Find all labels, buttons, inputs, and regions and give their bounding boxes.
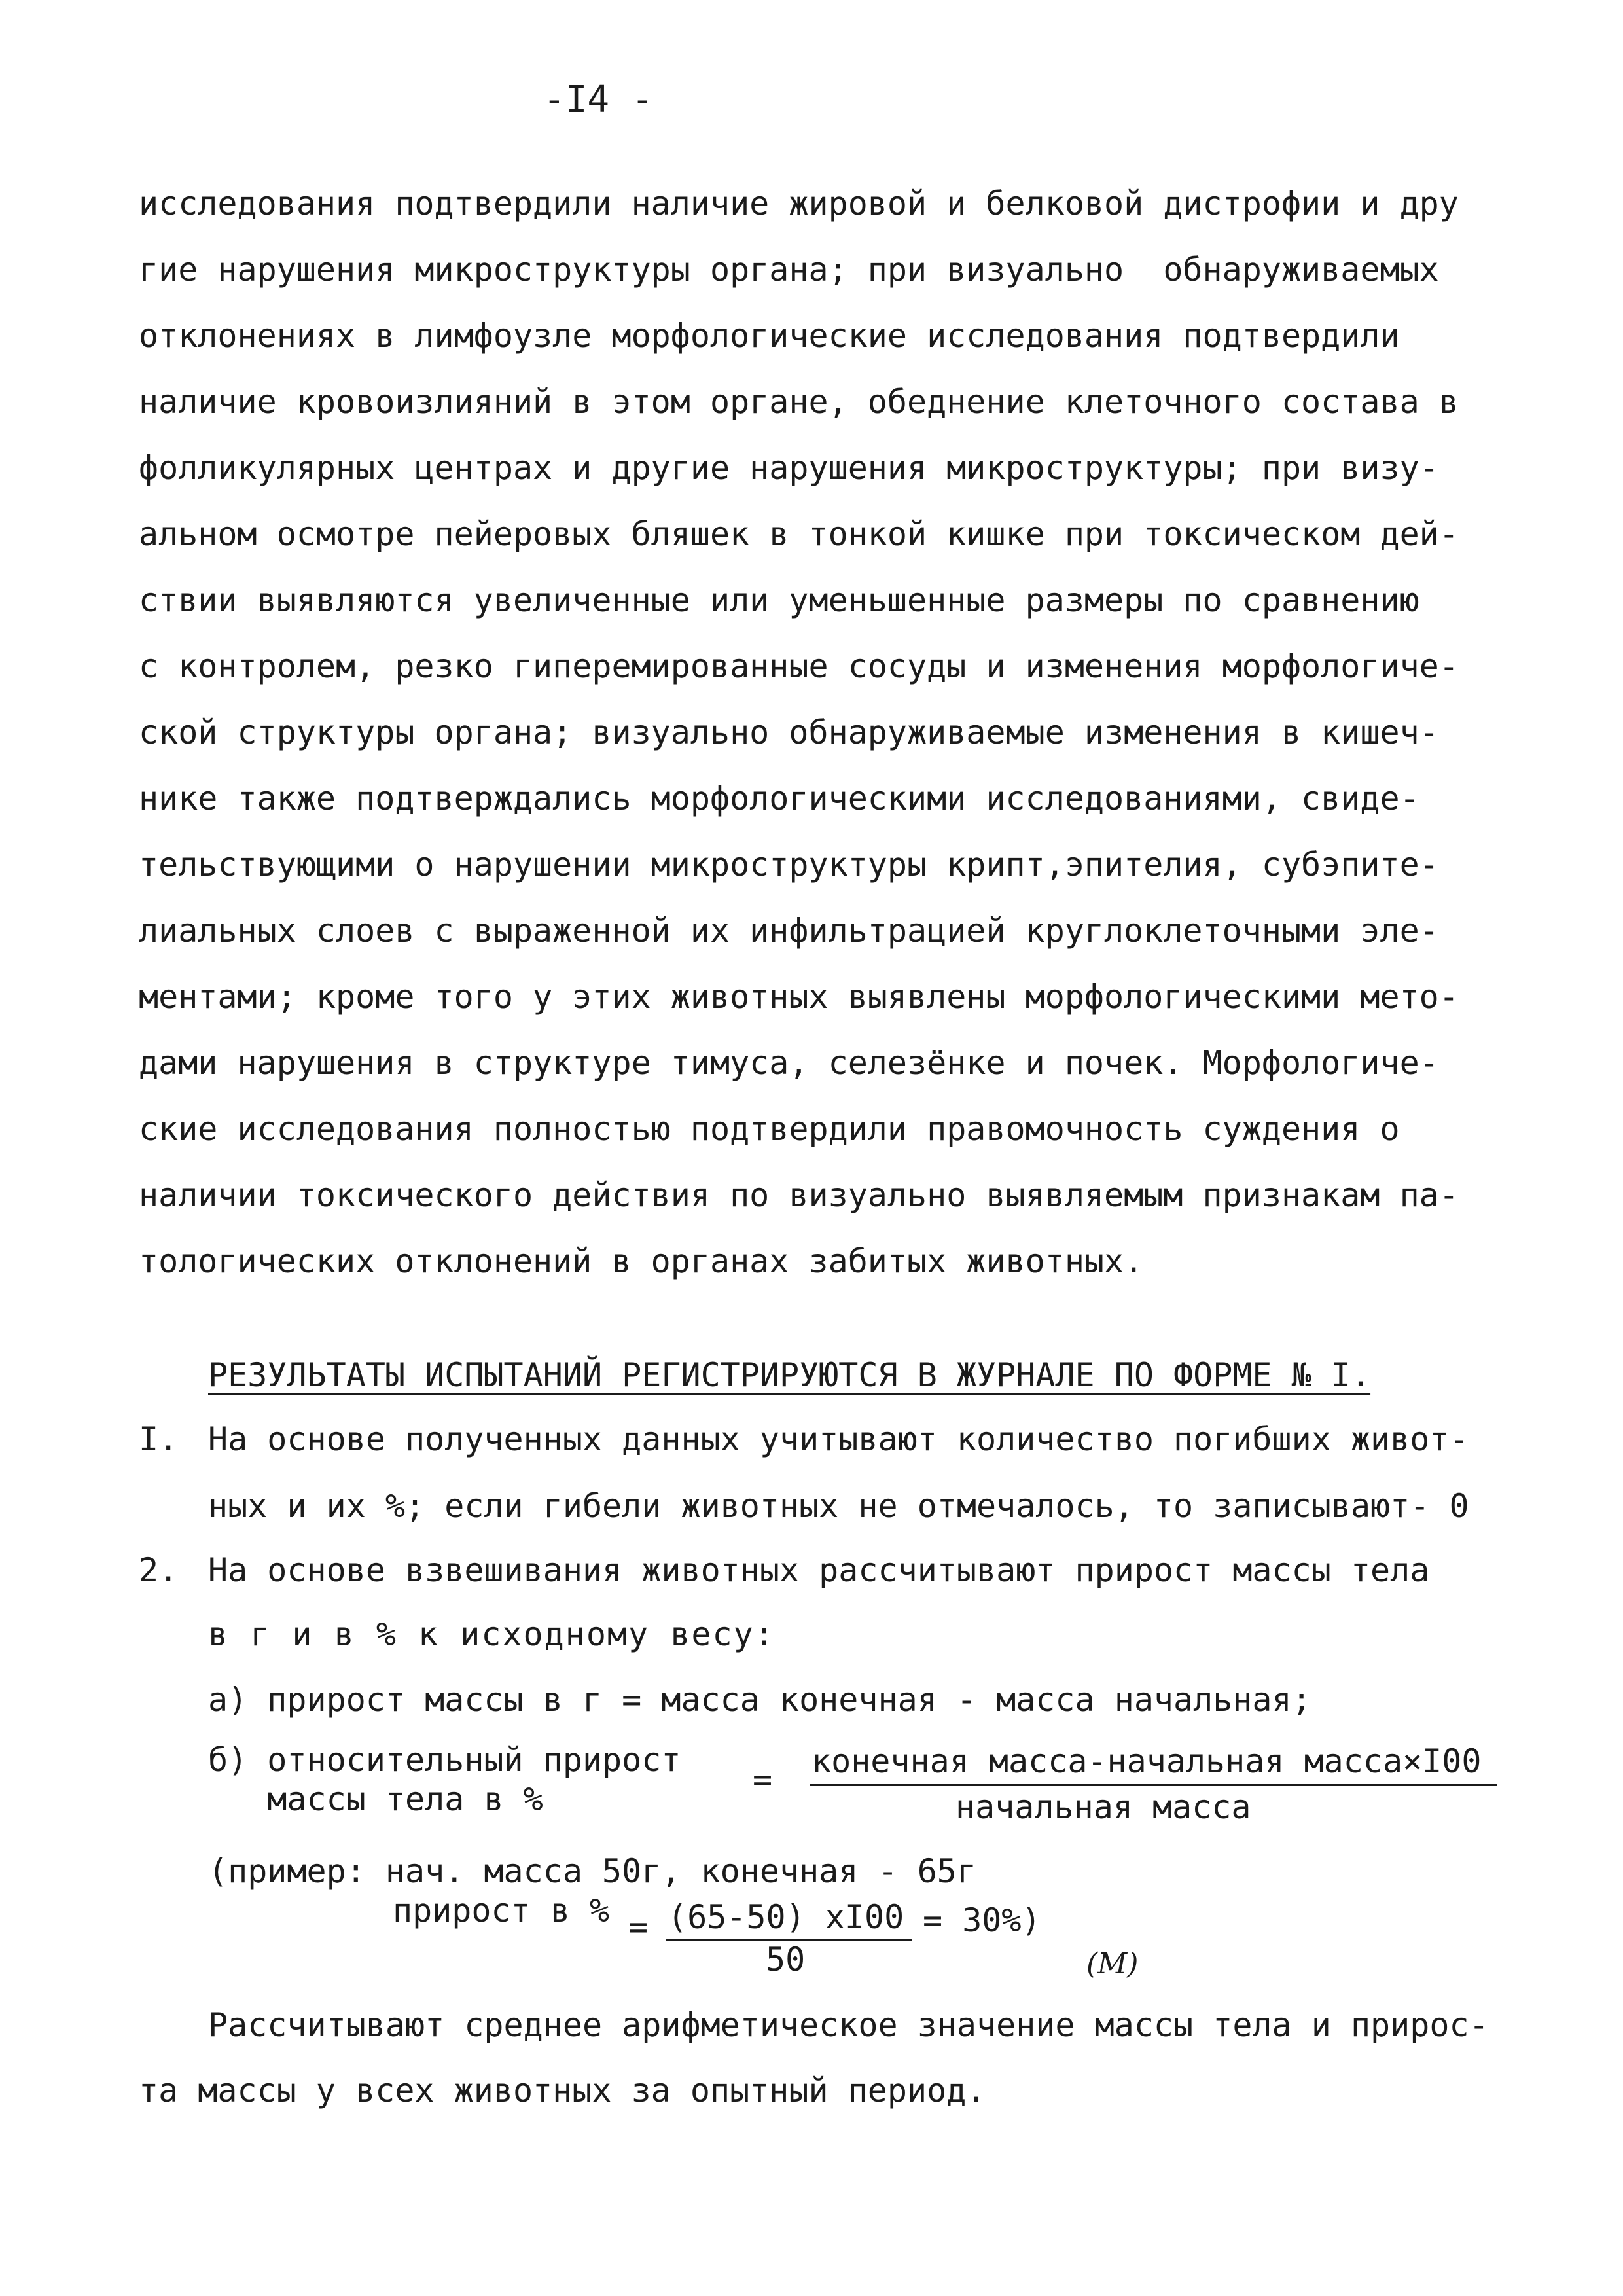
paragraph-line: исследования подтвердили наличие жировой и белковой дистрофии и дру — [139, 185, 1459, 223]
example-result: = 30%) — [923, 1901, 1041, 1939]
paragraph-line: ские исследования полностью подтвердили правомочность суждения о — [139, 1110, 1400, 1148]
formula-equals: = — [753, 1761, 773, 1799]
paragraph-line: гие нарушения микроструктуры органа; при визуально обнаруживаемых — [139, 251, 1439, 289]
paragraph-line: наличии токсического действия по визуально выявляемым признакам па- — [139, 1176, 1459, 1214]
closing-text: Рассчитывают среднее арифметическое значение массы тела и прирос- — [208, 2006, 1489, 2044]
paragraph-line: лиальных слоев с выраженной их инфильтрацией круглоклеточными эле- — [139, 912, 1439, 950]
item-number: I. — [139, 1420, 179, 1458]
section-heading: РЕЗУЛЬТАТЫ ИСПЫТАНИЙ РЕГИСТРИРУЮТСЯ В ЖУРНАЛЕ ПО ФОРМЕ № I. — [208, 1356, 1371, 1394]
formula-numerator: конечная масса-начальная масса×I00 — [812, 1742, 1482, 1780]
fraction-bar — [810, 1784, 1497, 1786]
paragraph-line: наличие кровоизлияний в этом органе, обеднение клеточного состава в — [139, 383, 1459, 421]
paragraph-line: отклонениях в лимфоузле морфологические исследования подтвердили — [139, 317, 1400, 355]
closing-text: та массы у всех животных за опытный период. — [139, 2072, 986, 2109]
formula-label: массы тела в % — [208, 1780, 543, 1818]
item-text: ных и их %; если гибели животных не отмечалось, то записывают- 0 — [208, 1487, 1469, 1525]
example-text: (пример: нач. масса 50г, конечная - 65г — [208, 1852, 976, 1890]
paragraph-line: тельствующими о нарушении микроструктуры крипт,эпителия, субэпите- — [139, 846, 1439, 884]
formula-denominator: начальная масса — [955, 1788, 1251, 1826]
paragraph-line: фолликулярных центрах и другие нарушения микроструктуры; при визу- — [139, 449, 1439, 487]
item-text: На основе взвешивания животных рассчитывают прирост массы тела — [208, 1551, 1430, 1589]
example-numerator: (65-50) хI00 — [668, 1898, 904, 1936]
paragraph-line: альном осмотре пейеровых бляшек в тонкой кишке при токсическом дей- — [139, 515, 1459, 553]
paragraph-line: ментами; кроме того у этих животных выявлены морфологическими мето- — [139, 978, 1459, 1016]
paragraph-line: тологических отклонений в органах забитых животных. — [139, 1242, 1144, 1280]
example-label: прирост в % — [393, 1892, 610, 1929]
item-text: На основе полученных данных учитывают количество погибших живот- — [208, 1420, 1469, 1458]
item-number: 2. — [139, 1551, 179, 1589]
formula-absolute-gain: а) прирост массы в г = масса конечная - масса начальная; — [208, 1681, 1311, 1719]
example-denominator: 50 — [766, 1941, 806, 1979]
paragraph-line: с контролем, резко гиперемированные сосуды и изменения морфологиче- — [139, 647, 1459, 685]
paragraph-line: нике также подтверждались морфологическими исследованиями, свиде- — [139, 780, 1419, 817]
example-equals: = — [628, 1908, 649, 1946]
formula-label: б) относительный прирост — [208, 1741, 681, 1779]
item-text: в г и в % к исходному весу: — [208, 1615, 776, 1653]
paragraph-line: ствии выявляются увеличенные или уменьшенные размеры по сравнению — [139, 581, 1419, 619]
handwritten-mark: (М) — [1086, 1947, 1139, 1981]
page-number: -I4 - — [543, 79, 654, 121]
paragraph-line: дами нарушения в структуре тимуса, селезёнке и почек. Морфологиче- — [139, 1044, 1439, 1082]
paragraph-line: ской структуры органа; визуально обнаруживаемые изменения в кишеч- — [139, 713, 1439, 751]
